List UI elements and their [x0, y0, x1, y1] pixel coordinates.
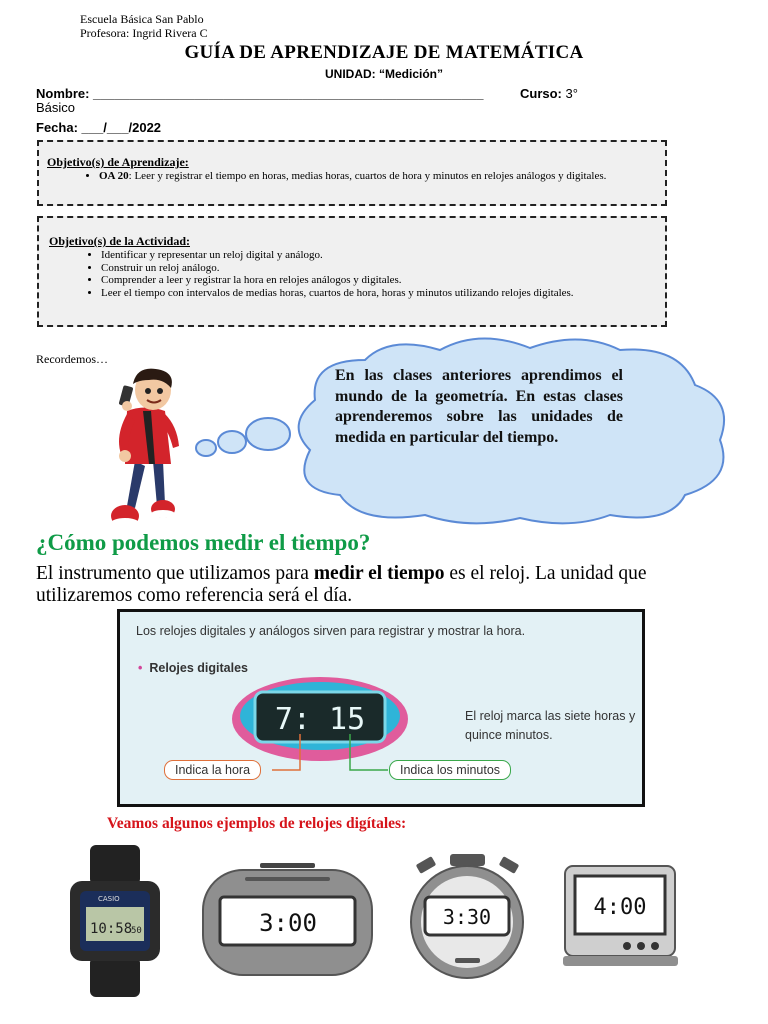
cloud-text: En las clases anteriores aprendimos el mundo de la geometría. En estas clases aprenderemos sobre las unidades de medida en particular del tiempo. — [335, 367, 623, 446]
course-field — [520, 86, 578, 101]
watch-time: 10:58 — [90, 921, 133, 937]
panel-bullet: • Relojes digitales — [138, 661, 248, 675]
learning-objective-item — [99, 170, 657, 183]
watch-brand: CASIO — [98, 895, 120, 903]
panel-intro: Los relojes digitales y análogos sirven para registrar y mostrar la hora. — [136, 624, 526, 638]
teacher-name: Profesora: Ingrid Rivera C — [80, 26, 208, 40]
boy-illustration — [105, 366, 195, 536]
tag-hours: Indica la hora — [164, 760, 261, 780]
panel-display-text: 7: 15 — [274, 702, 366, 737]
tag-minutes: Indica los minutos — [389, 760, 511, 780]
digital-clock-2 — [405, 852, 530, 982]
panel-description: El reloj marca las siete horas y quince minutos. — [465, 709, 636, 742]
list-item: • Construir un reloj análogo. — [101, 262, 655, 275]
digital-clock-panel — [117, 609, 645, 807]
digital-clock-1 — [200, 855, 375, 980]
course-value-cont: Básico — [36, 100, 76, 115]
list-item: • Comprender a leer y registrar la hora en relojes análogos y digitales. — [101, 274, 655, 287]
paragraph-part2: es el reloj. La unidad que utilizaremos como referencia será el día. — [36, 563, 647, 606]
learning-objectives-box — [37, 140, 667, 206]
examples-heading: Veamos algunos ejemplos de relojes digítales: — [107, 815, 407, 832]
watch-seconds: 50 — [131, 926, 142, 936]
recall-label: Recordemos… — [36, 352, 108, 366]
unit-label: UNIDAD: “Medición” — [325, 67, 443, 81]
casio-watch-image — [68, 845, 163, 997]
learning-objectives-list — [47, 170, 657, 183]
intro-paragraph — [36, 563, 746, 607]
clock-3-time: 4:00 — [593, 895, 647, 920]
objective-code: OA 20 — [99, 170, 129, 182]
learning-objectives-title: Objetivo(s) de Aprendizaje: — [47, 155, 189, 169]
name-field: Nombre: ______________________________________________________ — [36, 86, 484, 101]
digital-clock-3 — [563, 862, 678, 972]
school-name: Escuela Básica San Pablo — [80, 12, 204, 26]
objective-text: : Leer y registrar el tiempo en horas, medias horas, cuartos de hora y minutos en relojes análogos y digitales. — [128, 170, 607, 182]
paragraph-part1: El instrumento que utilizamos para — [36, 563, 314, 584]
clock-2-time: 3:30 — [442, 905, 492, 929]
course-label: Curso: — [520, 86, 562, 101]
activity-objectives-title: Objetivo(s) de la Actividad: — [49, 234, 190, 248]
date-field: Fecha: ___/___/2022 — [36, 120, 162, 135]
section-heading: ¿Cómo podemos medir el tiempo? — [36, 530, 371, 555]
clock-1-time: 3:00 — [259, 909, 317, 937]
list-item: • Identificar y representar un reloj digital y análogo. — [101, 249, 655, 262]
paragraph-bold: medir el tiempo — [313, 563, 445, 584]
course-value: 3° — [565, 86, 578, 101]
list-item: • Leer el tiempo con intervalos de medias horas, cuartos de hora, horas y minutos utilizando relojes digitales. — [101, 287, 655, 300]
page-title: GUÍA DE APRENDIZAJE DE MATEMÁTICA — [184, 42, 584, 63]
activity-objectives-box — [37, 216, 667, 327]
activity-objectives-list — [49, 249, 655, 299]
